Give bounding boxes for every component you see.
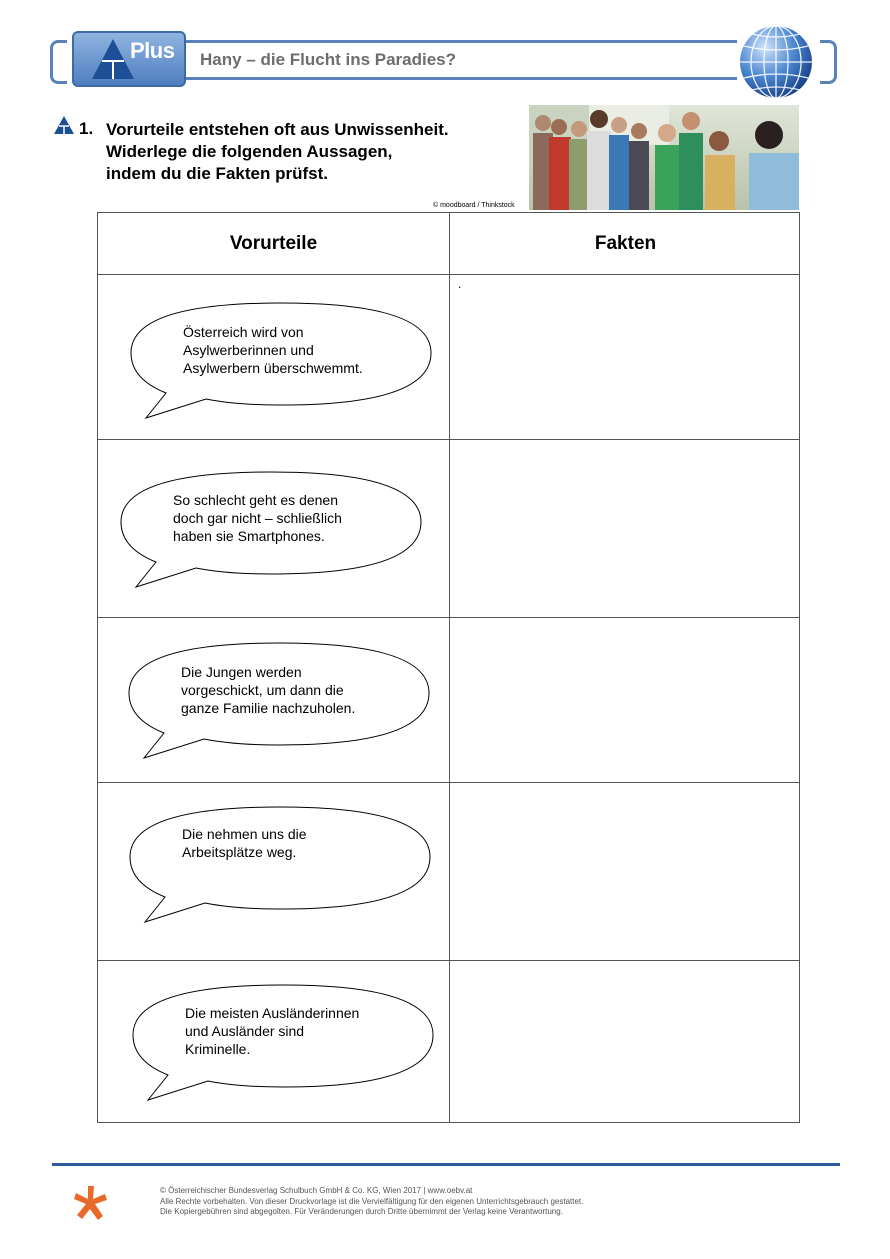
prejudice-text: Die nehmen uns die Arbeitsplätze weg.	[182, 826, 307, 860]
prejudice-facts-table	[97, 212, 800, 1123]
globe-icon	[737, 24, 815, 100]
row-divider	[98, 960, 799, 961]
fact-cell-mark: .	[458, 277, 462, 291]
header-rule-top	[185, 40, 737, 43]
publisher-logo-icon	[72, 1184, 110, 1222]
row-divider	[98, 439, 799, 440]
header-bracket-right	[820, 40, 837, 84]
prejudice-text: Österreich wird von Asylwerberinnen und Asylwerbern überschwemmt.	[183, 324, 363, 376]
footer-rule	[52, 1163, 840, 1166]
plus-badge	[72, 31, 186, 87]
column-header-vorurteile: Vorurteile	[229, 233, 318, 254]
photo-credit: © moodboard / Thinkstock	[433, 202, 515, 209]
task-line: indem du die Fakten prüfst.	[106, 164, 328, 183]
group-photo	[529, 105, 799, 210]
plus-label: Plus	[130, 38, 175, 63]
task-line: Widerlege die folgenden Aussagen,	[106, 142, 393, 161]
page-title: Hany – die Flucht ins Paradies?	[200, 50, 457, 69]
column-header-fakten: Fakten	[594, 233, 657, 254]
column-divider	[449, 213, 450, 1122]
task-pyramid-icon	[53, 115, 75, 135]
speech-bubble	[125, 805, 435, 925]
row-divider	[98, 274, 799, 275]
task-instruction	[106, 119, 449, 185]
row-divider	[98, 782, 799, 783]
footer-copyright: © Österreichischer Bundesverlag Schulbuch GmbH & Co. KG, Wien 2017 | www.oebv.at Alle Rechte vorbehalten. Von dieser Druckvorlage ist die Vervielfältigung für den eigenen Unterrichtsgebrauch gestattet. Die Kopiergebühren sind abgegolten. Für Veränderungen durch Dritte übernimmt der Verlag keine Verantwortung.	[160, 1186, 584, 1216]
prejudice-text: Die meisten Ausländerinnen und Ausländer sind Kriminelle.	[185, 1005, 360, 1057]
task-line: Vorurteile entstehen oft aus Unwissenheit.	[106, 120, 449, 139]
row-divider	[98, 617, 799, 618]
task-number: 1.	[79, 119, 94, 138]
prejudice-text: So schlecht geht es denen doch gar nicht – schließlich haben sie Smartphones.	[173, 492, 342, 544]
header-rule-bottom	[185, 77, 737, 80]
prejudice-text: Die Jungen werden vorgeschickt, um dann die ganze Familie nachzuholen.	[181, 664, 356, 716]
header-bracket-left	[50, 40, 67, 84]
